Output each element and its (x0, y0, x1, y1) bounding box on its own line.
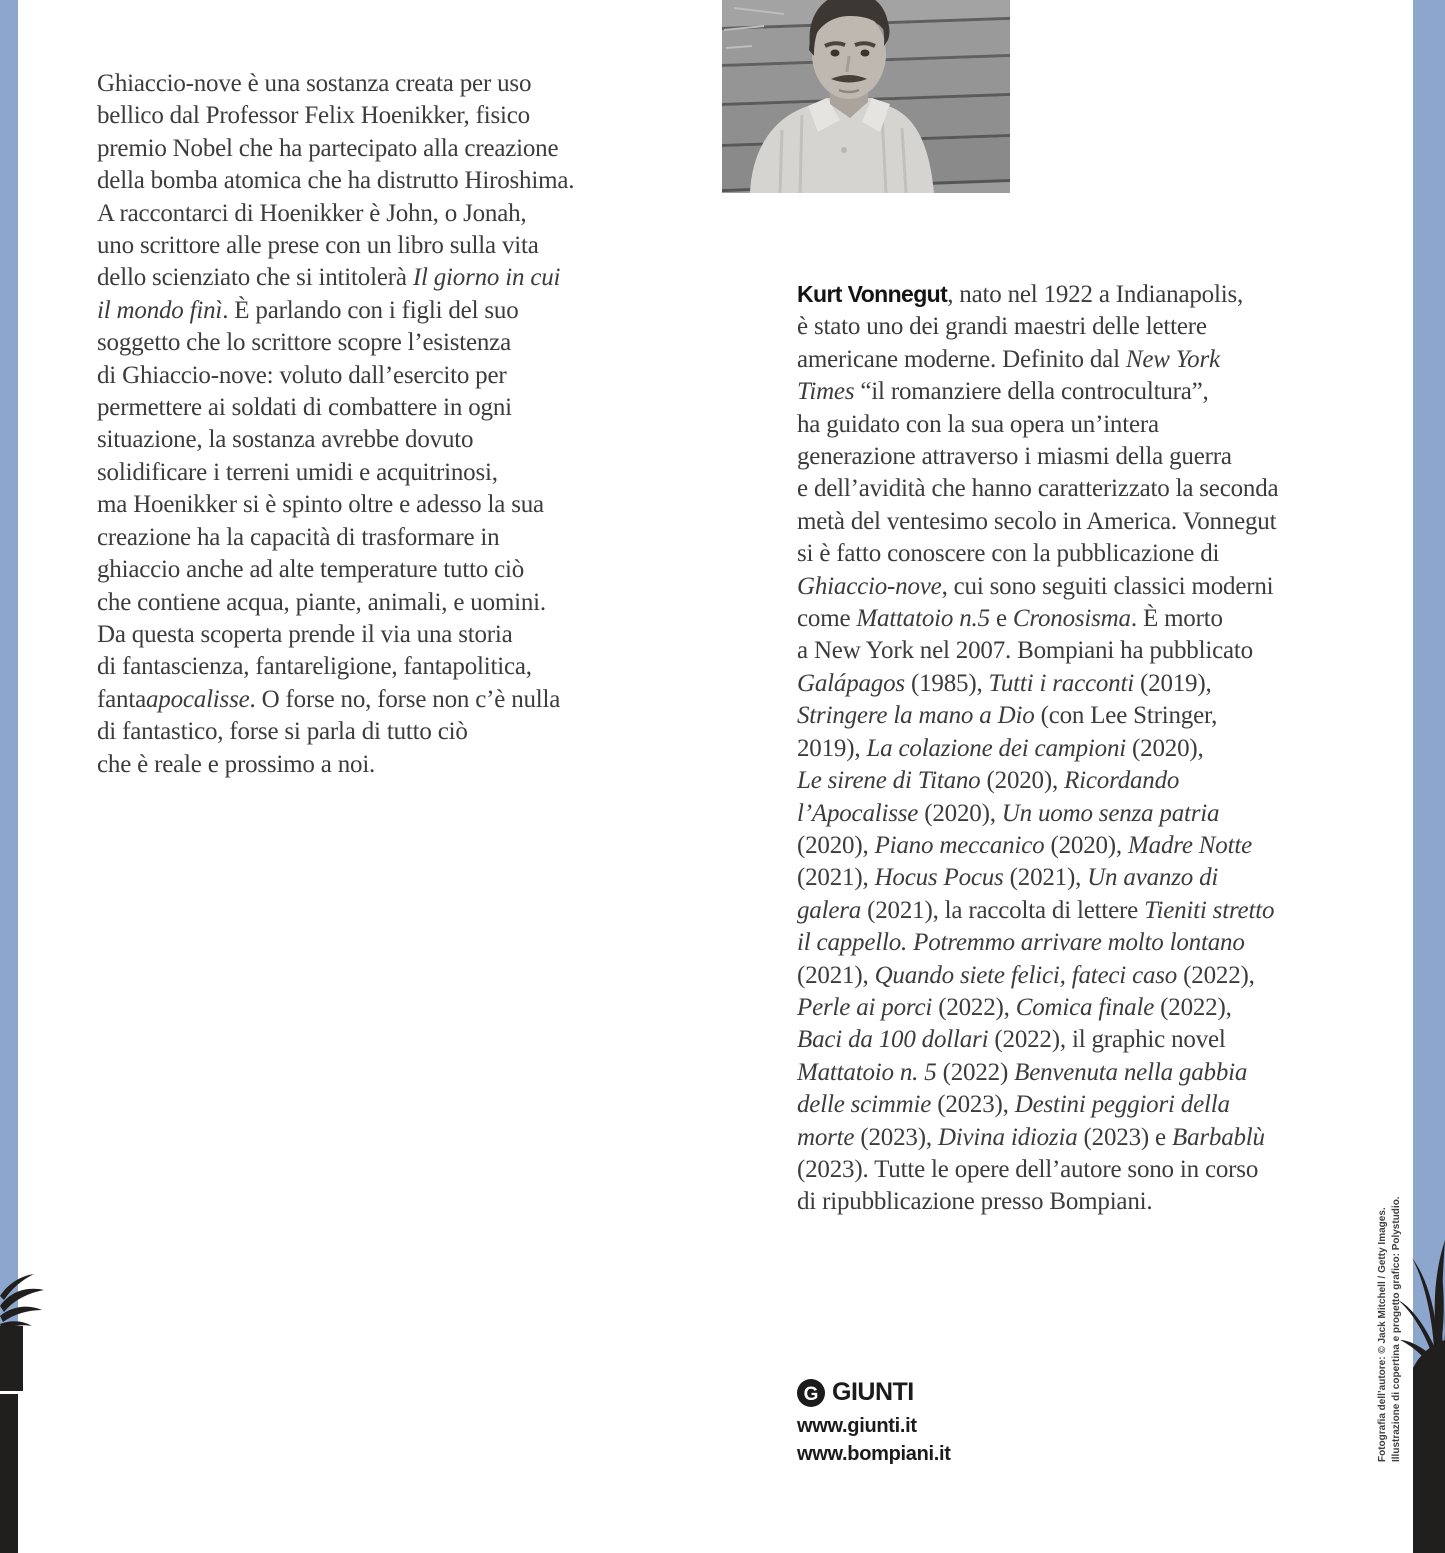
text-line: (2023). Tutte le opere dell’autore sono in corso (797, 1155, 1259, 1183)
text-line: generazione attraverso i miasmi della guerra (797, 443, 1232, 471)
left-palm-silhouette (0, 1262, 48, 1553)
text-line: Ghiaccio-nove è una sostanza creata per uso (97, 70, 532, 97)
text-line: ma Hoenikker si è spinto oltre e adesso la sua (97, 491, 544, 519)
photo-credit (1376, 1160, 1410, 1462)
text-line: bellico dal Professor Felix Hoenikker, fisico (97, 102, 530, 130)
author-bio-text (797, 278, 1278, 1219)
text-line: (2020), Piano meccanico (2020), Madre Notte (797, 831, 1252, 859)
svg-text:G: G (803, 1383, 819, 1405)
text-line: di fantastico, forse si parla di tutto ciò (97, 718, 468, 746)
text-line: situazione, la sostanza avrebbe dovuto (97, 426, 474, 454)
text-line: della bomba atomica che ha distrutto Hiroshima. (97, 167, 575, 195)
text-line: metà del ventesimo secolo in America. Vonnegut (797, 507, 1277, 535)
text-line: di Ghiaccio-nove: voluto dall’esercito per (97, 361, 507, 389)
text-line: il mondo finì. È parlando con i figli del suo (97, 296, 519, 324)
text-line: ghiaccio anche ad alte temperature tutto ciò (97, 556, 525, 584)
text-line: permettere ai soldati di combattere in ogni (97, 394, 512, 422)
text-line: Mattatoio n. 5 (2022) Benvenuta nella gabbia (797, 1058, 1248, 1086)
text-line: Kurt Vonnegut, nato nel 1922 a Indianapolis, (797, 281, 1244, 308)
text-line: Le sirene di Titano (2020), Ricordando (797, 767, 1180, 795)
photo-credit-line1: Fotografia dell’autore: © Jack Mitchell / Getty Images. (1377, 1207, 1388, 1462)
text-line: e dell’avidità che hanno caratterizzato la seconda (797, 475, 1279, 503)
text-line: delle scimmie (2023), Destini peggiori della (797, 1091, 1230, 1119)
text-line: l’Apocalisse (2020), Un uomo senza patria (797, 799, 1220, 827)
text-line: che è reale e prossimo a noi. (97, 750, 376, 778)
text-line: premio Nobel che ha partecipato alla creazione (97, 134, 559, 162)
giunti-logo-icon (797, 1379, 825, 1407)
giunti-logo (797, 1378, 914, 1407)
author-photo (722, 0, 1010, 193)
text-line: Stringere la mano a Dio (con Lee Stringer, (797, 702, 1218, 730)
text-line: Baci da 100 dollari (2022), il graphic novel (797, 1026, 1226, 1054)
publisher-urls (797, 1412, 951, 1468)
text-line: Perle ai porci (2022), Comica finale (2022), (797, 993, 1232, 1021)
giunti-logo-text: GIUNTI (832, 1378, 914, 1406)
text-line: (2021), Hocus Pocus (2021), Un avanzo di (797, 864, 1219, 892)
text-line: dello scienziato che si intitolerà Il giorno in cui (97, 264, 561, 292)
text-line: ha guidato con la sua opera un’intera (797, 410, 1159, 438)
giunti-url: www.giunti.it (797, 1415, 917, 1437)
synopsis-text (97, 68, 574, 781)
text-line: soggetto che lo scrittore scopre l’esistenza (97, 329, 511, 357)
text-line: Ghiaccio-nove, cui sono seguiti classici moderni (797, 572, 1274, 600)
text-line: a New York nel 2007. Bompiani ha pubblicato (797, 637, 1253, 665)
text-line: creazione ha la capacità di trasformare in (97, 523, 500, 551)
text-line: galera (2021), la raccolta di lettere Tieniti stretto (797, 896, 1275, 924)
text-line: è stato uno dei grandi maestri delle lettere (797, 313, 1207, 341)
text-line: Da questa scoperta prende il via una storia (97, 620, 513, 648)
text-line: si è fatto conoscere con la pubblicazione di (797, 540, 1220, 568)
text-line: morte (2023), Divina idiozia (2023) e Barbablù (797, 1123, 1265, 1151)
text-line: Times “il romanziere della controcultura”, (797, 378, 1209, 406)
text-line: il cappello. Potremmo arrivare molto lontano (797, 929, 1245, 957)
text-line: come Mattatoio n.5 e Cronosisma. È morto (797, 605, 1223, 633)
text-line: americane moderne. Definito dal New York (797, 345, 1220, 373)
text-line: di fantascienza, fantareligione, fantapolitica, (97, 653, 532, 681)
text-line: che contiene acqua, piante, animali, e uomini. (97, 588, 546, 616)
text-line: (2021), Quando siete felici, fateci caso (2022), (797, 961, 1255, 989)
text-line: Galápagos (1985), Tutti i racconti (2019), (797, 669, 1212, 697)
text-line: A raccontarci di Hoenikker è John, o Jonah, (97, 199, 527, 227)
text-line: di ripubblicazione presso Bompiani. (797, 1188, 1153, 1216)
text-line: fantaapocalisse. O forse no, forse non c’è nulla (97, 685, 561, 713)
text-line: 2019), La colazione dei campioni (2020), (797, 734, 1204, 762)
photo-credit-line2: Illustrazione di copertina e progetto grafico: Polystudio. (1391, 1196, 1402, 1462)
text-line: solidificare i terreni umidi e acquitrinosi, (97, 458, 498, 486)
text-line: uno scrittore alle prese con un libro sulla vita (97, 232, 539, 260)
bompiani-url: www.bompiani.it (797, 1443, 951, 1465)
